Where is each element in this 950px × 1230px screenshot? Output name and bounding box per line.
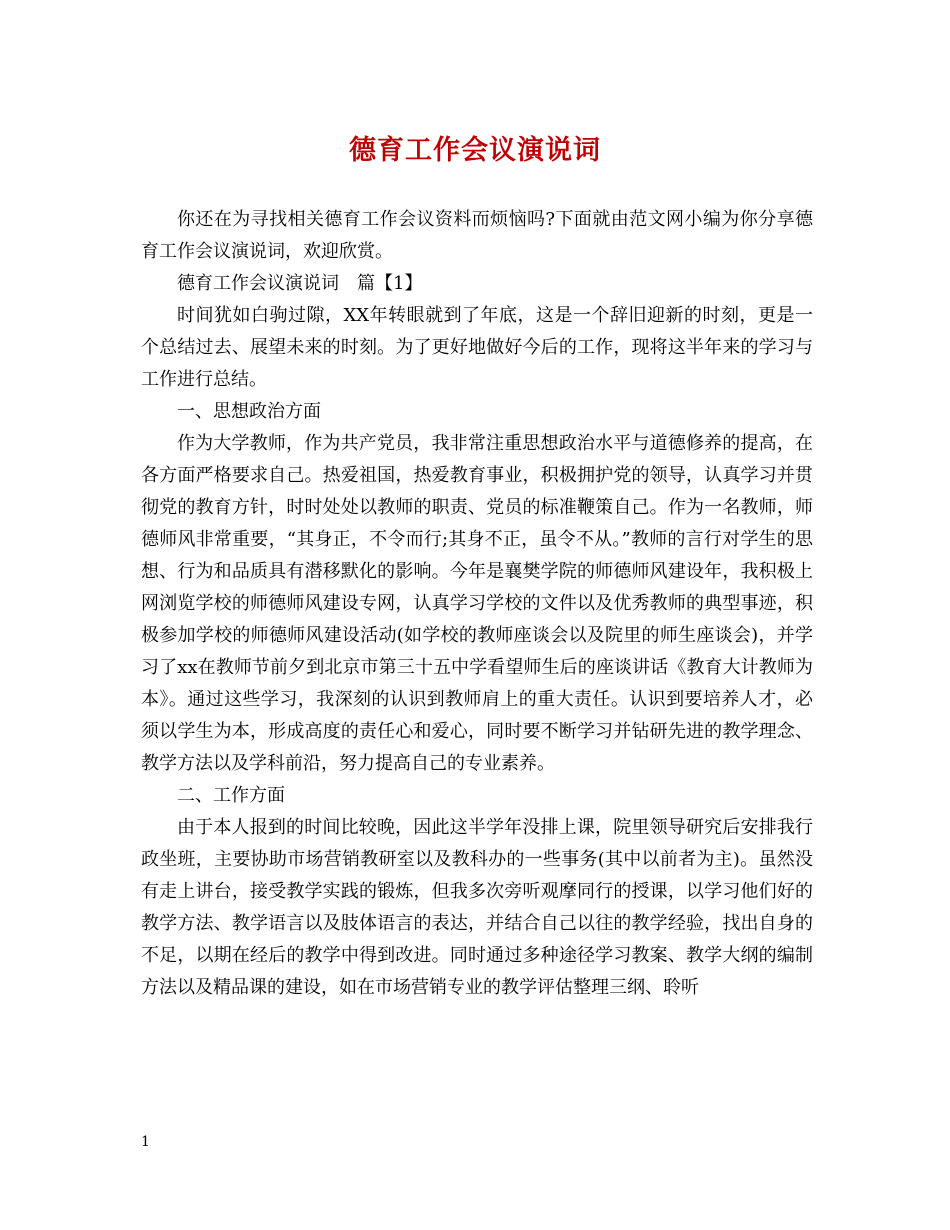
heading-work: 二、工作方面 xyxy=(177,785,285,806)
paragraph-intro: 你还在为寻找相关德育工作会议资料而烦恼吗?下面就由范文网小编为你分享德育工作会议演说词，欢迎欣赏。 xyxy=(141,209,813,262)
paragraph-opening: 时间犹如白驹过隙，XX年转眼就到了年底，这是一个辞旧迎新的时刻，更是一个总结过去、展望未来的时刻。为了更好地做好今后的工作，现将这半年来的学习与工作进行总结。 xyxy=(141,305,813,390)
document-title: 德育工作会议演说词 xyxy=(349,135,601,166)
paragraph-ideology: 作为大学教师，作为共产党员，我非常注重思想政治水平与道德修养的提高，在各方面严格要求自己。热爱祖国，热爱教育事业，积极拥护党的领导，认真学习并贯彻党的教育方针，时时处处以教师的职责、党员的标准鞭策自己。作为一名教师，师德师风非常重要，“其身正，不令而行;其身不正，虽令不从。”教师的言行对学生的思想、行为和品质具有潜移默化的影响。今年是襄樊学院的师德师风建设年，我积极上网浏览学校的师德师风建设专网，认真学习学校的文件以及优秀教师的典型事迹，积极参加学校的师德师风建设活动(如学校的教师座谈会以及院里的师生座谈会)，并学习了xx在教师节前夕到北京市第三十五中学看望师生后的座谈讲话《教育大计教师为本》。通过这些学习，我深刻的认识到教师肩上的重大责任。认识到要培养人才，必须以学生为本，形成高度的责任心和爱心，同时要不断学习并钻研先进的教学理念、教学方法以及学科前沿，努力提高自己的专业素养。 xyxy=(141,433,813,774)
document-body xyxy=(141,204,813,1004)
paragraph-work: 由于本人报到的时间比较晚，因此这半学年没排上课，院里领导研究后安排我行政坐班，主要协助市场营销教研室以及教科办的一些事务(其中以前者为主)。虽然没有走上讲台，接受教学实践的锻炼，但我多次旁听观摩同行的授课，以学习他们好的教学方法、教学语言以及肢体语言的表达，并结合自己以往的教学经验，找出自身的不足，以期在经后的教学中得到改进。同时通过多种途径学习教案、教学大纲的编制方法以及精品课的建设，如在市场营销专业的教学评估整理三纲、聆听 xyxy=(141,817,813,998)
paragraph-section-heading: 德育工作会议演说词 篇【1】 xyxy=(177,273,423,294)
page-number: 1 xyxy=(141,1134,150,1150)
heading-ideology: 一、思想政治方面 xyxy=(177,401,321,422)
